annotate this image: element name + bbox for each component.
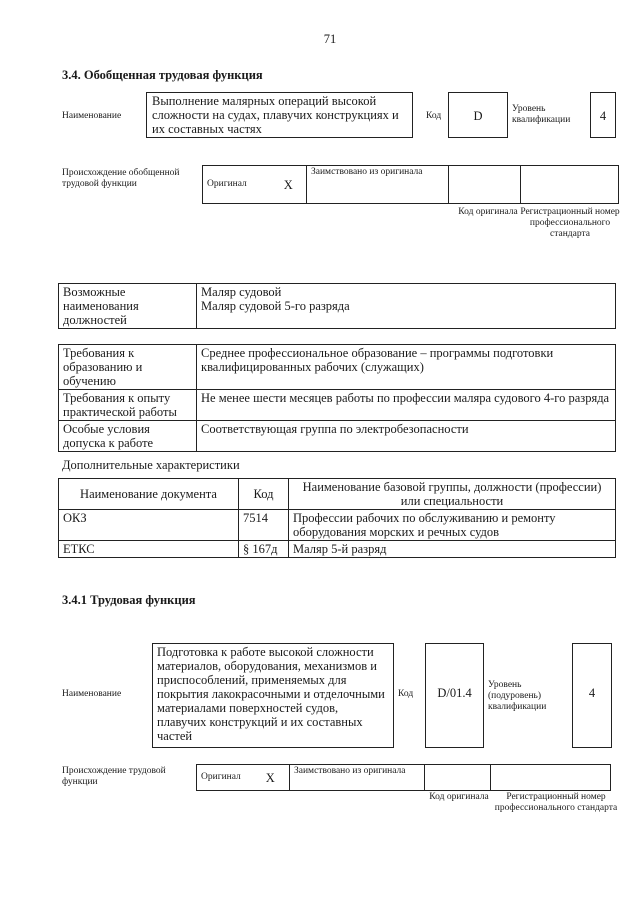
- level-value-box: [590, 92, 616, 138]
- requirements-table: [58, 344, 616, 452]
- col-header-document: Наименование документа: [59, 479, 239, 510]
- req-education-value: Среднее профессиональное образование – программы подготовки квалифицированных рабочих (служащих): [197, 345, 616, 390]
- function-origin-code-caption: Код оригинала: [429, 792, 489, 802]
- code-cell: 7514: [239, 510, 289, 541]
- additional-heading: Дополнительные характеристики: [62, 458, 240, 472]
- positions-label: Возможные наименования должностей: [59, 284, 197, 329]
- position-item: Маляр судовой 5-го разряда: [201, 299, 350, 313]
- req-experience-value: Не менее шести месяцев работы по профессии маляра судового 4-го разряда: [197, 390, 616, 421]
- function-name-label: Наименование: [62, 689, 122, 699]
- col-header-group: Наименование базовой группы, должности (профессии) или специальности: [289, 479, 616, 510]
- origin-code-caption: Код оригинала: [458, 207, 518, 217]
- function-code-value: D/01.4: [437, 686, 472, 700]
- table-row: [59, 541, 616, 558]
- origin-table: [202, 165, 619, 204]
- origin-label: Происхождение обобщенной трудовой функции: [62, 168, 180, 189]
- function-level-label: Уровень (подуровень) квалификации: [488, 680, 547, 712]
- section-heading-general: 3.4. Обобщенная трудовая функция: [62, 68, 263, 82]
- function-origin-table: [196, 764, 611, 791]
- additional-table: [58, 478, 616, 558]
- req-experience-label: Требования к опыту практической работы: [59, 390, 197, 421]
- level-value: 4: [599, 109, 607, 123]
- function-level-value: 4: [588, 686, 596, 700]
- original-mark: X: [271, 166, 307, 204]
- reg-number-caption: Регистрационный номер профессионального стандарта: [520, 207, 620, 239]
- code-value: D: [473, 109, 483, 123]
- function-name-value: Подготовка к работе высокой сложности материалов, оборудования, механизмов и приспособлений, применяемых для покрытия лакокрасочными и отделочными материалами поверхностей судов, плавучих конструкций и их составных частей: [157, 645, 385, 743]
- function-code-label: Код: [398, 689, 414, 699]
- code-cell: § 167д: [239, 541, 289, 558]
- group-cell: Маляр 5-й разряд: [289, 541, 616, 558]
- doc-cell: ОКЗ: [59, 510, 239, 541]
- req-admission-label: Особые условия допуска к работе: [59, 421, 197, 452]
- function-reg-number-caption: Регистрационный номер профессионального стандарта: [494, 792, 618, 813]
- page-number: 71: [323, 32, 337, 46]
- origin-code-cell: [449, 166, 521, 204]
- col-header-code: Код: [239, 479, 289, 510]
- function-origin-label: Происхождение трудовой функции: [62, 766, 166, 787]
- borrowed-label: Заимствовано из оригинала: [307, 166, 449, 204]
- level-label: Уровень квалификации: [512, 104, 571, 125]
- position-item: Маляр судовой: [201, 285, 282, 299]
- req-education-label: Требования к образованию и обучению: [59, 345, 197, 390]
- reg-number-cell: [521, 166, 619, 204]
- positions-table: [58, 283, 616, 329]
- original-label: Оригинал: [203, 166, 271, 204]
- group-cell: Профессии рабочих по обслуживанию и ремонту оборудования морских и речных судов: [289, 510, 616, 541]
- function-reg-number-cell: [491, 765, 611, 791]
- function-name-box: [152, 643, 394, 748]
- code-value-box: [448, 92, 508, 138]
- function-borrowed-label: Заимствовано из оригинала: [290, 765, 425, 791]
- function-original-mark: X: [252, 765, 290, 791]
- function-origin-code-cell: [425, 765, 491, 791]
- function-code-box: [425, 643, 484, 748]
- table-row: [59, 510, 616, 541]
- name-value-box: [146, 92, 413, 138]
- function-level-box: [572, 643, 612, 748]
- section-heading-function: 3.4.1 Трудовая функция: [62, 593, 196, 607]
- doc-cell: ЕТКС: [59, 541, 239, 558]
- positions-values: [197, 284, 616, 329]
- code-label: Код: [426, 111, 442, 121]
- name-label: Наименование: [62, 111, 122, 121]
- function-original-label: Оригинал: [197, 765, 252, 791]
- req-admission-value: Соответствующая группа по электробезопасности: [197, 421, 616, 452]
- name-value: Выполнение малярных операций высокой сложности на судах, плавучих конструкциях и их составных частях: [152, 94, 399, 136]
